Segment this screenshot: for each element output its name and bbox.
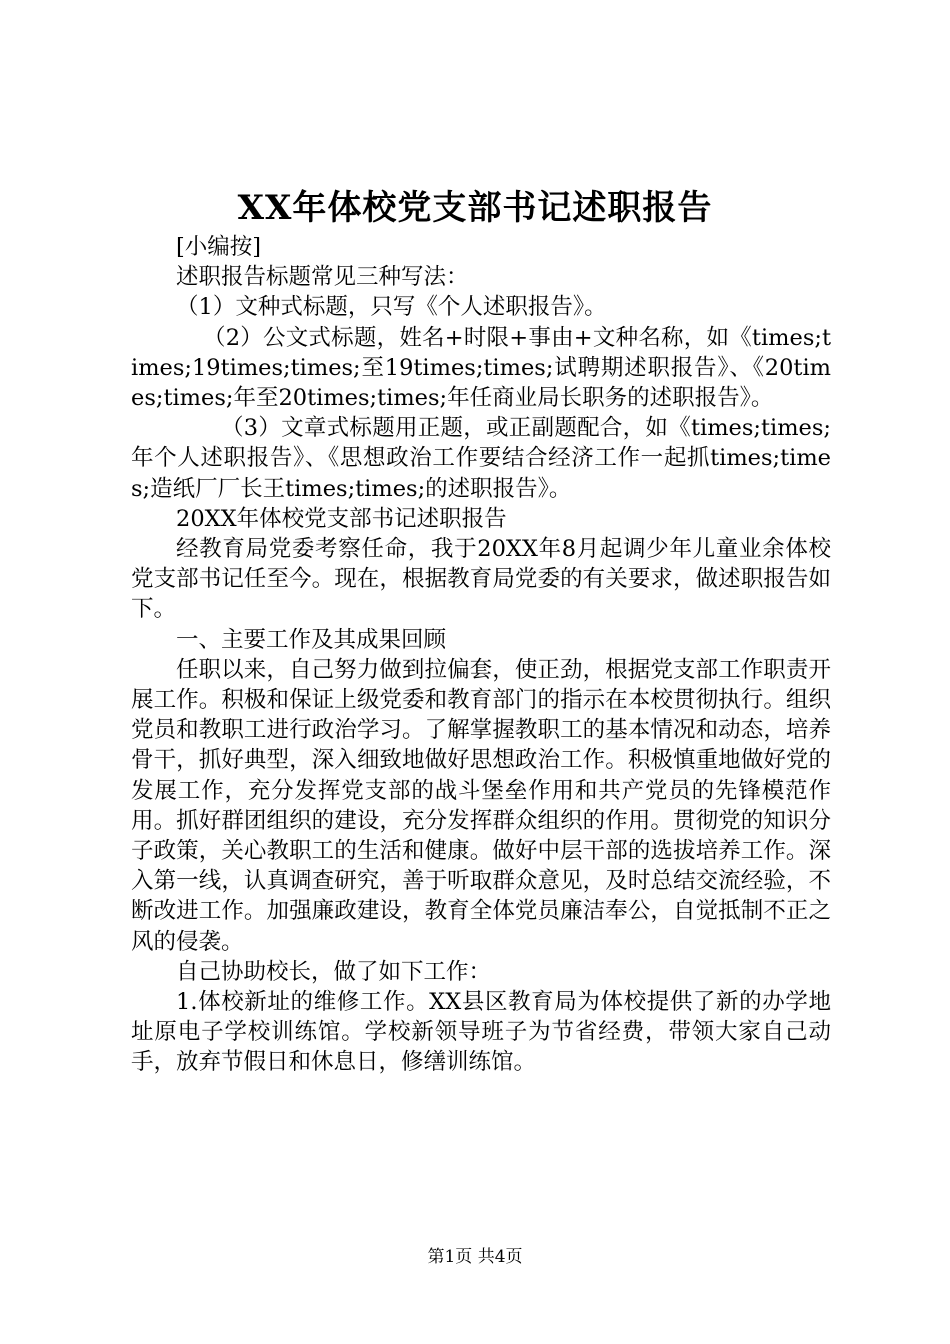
paragraph-assist: 自己协助校长，做了如下工作： [176, 958, 492, 985]
paragraph-subtitle: 20XX年体校党支部书记述职报告 [176, 505, 507, 532]
paragraph-title-intro: 述职报告标题常见三种写法： [176, 264, 469, 291]
paragraph-style-2: （2）公文式标题，姓名+时限+事由+文种名称，如《times;times;19times;times;至19times;times;试聘期述职报告》、《20times;times;年至20times;times;年任商业局长职务的述职报告》。 [131, 324, 831, 412]
paragraph-main-work: 任职以来，自己努力做到拉偏套，使正劲，根据党支部工作职责开展工作。积极和保证上级党委和教育部门的指示在本校贯彻执行。组织党员和教职工进行政治学习。了解掌握教职工的基本情况和动态，培养骨干，抓好典型，深入细致地做好思想政治工作。积极慎重地做好党的发展工作，充分发挥党支部的战斗堡垒作用和共产党员的先锋模范作用。抓好群团组织的建设，充分发挥群众组织的作用。贯彻党的知识分子政策，关心教职工的生活和健康。做好中层干部的选拔培养工作。深入第一线，认真调查研究，善于听取群众意见，及时总结交流经验，不断改进工作。加强廉政建设，教育全体党员廉洁奉公，自觉抵制不正之风的侵袭。 [131, 656, 831, 955]
paragraph-item-1: 1.体校新址的维修工作。XX县区教育局为体校提供了新的办学地址原电子学校训练馆。学校新领导班子为节省经费，带领大家自己动手，放弃节假日和休息日，修缮训练馆。 [131, 989, 831, 1076]
paragraph-style-3: （3）文章式标题用正题，或正副题配合，如《times;times;年个人述职报告》、《思想政治工作要结合经济工作一起抓times;times;造纸厂厂长王times;times;的述职报告》。 [131, 415, 831, 502]
paragraph-editor-note: [小编按] [176, 234, 262, 260]
section-heading-1: 一、主要工作及其成果回顾 [176, 626, 447, 653]
paragraph-style-1: （1）文种式标题，只写《个人述职报告》。 [176, 294, 607, 321]
page-number: 第1页 共4页 [427, 1247, 523, 1267]
document-title: XX年体校党支部书记述职报告 [237, 188, 713, 228]
document-body [131, 232, 831, 1078]
paragraph-intro: 经教育局党委考察任命，我于20XX年8月起调少年儿童业余体校党支部书记任至今。现在，根据教育局党委的有关要求，做述职报告如下。 [131, 536, 831, 623]
